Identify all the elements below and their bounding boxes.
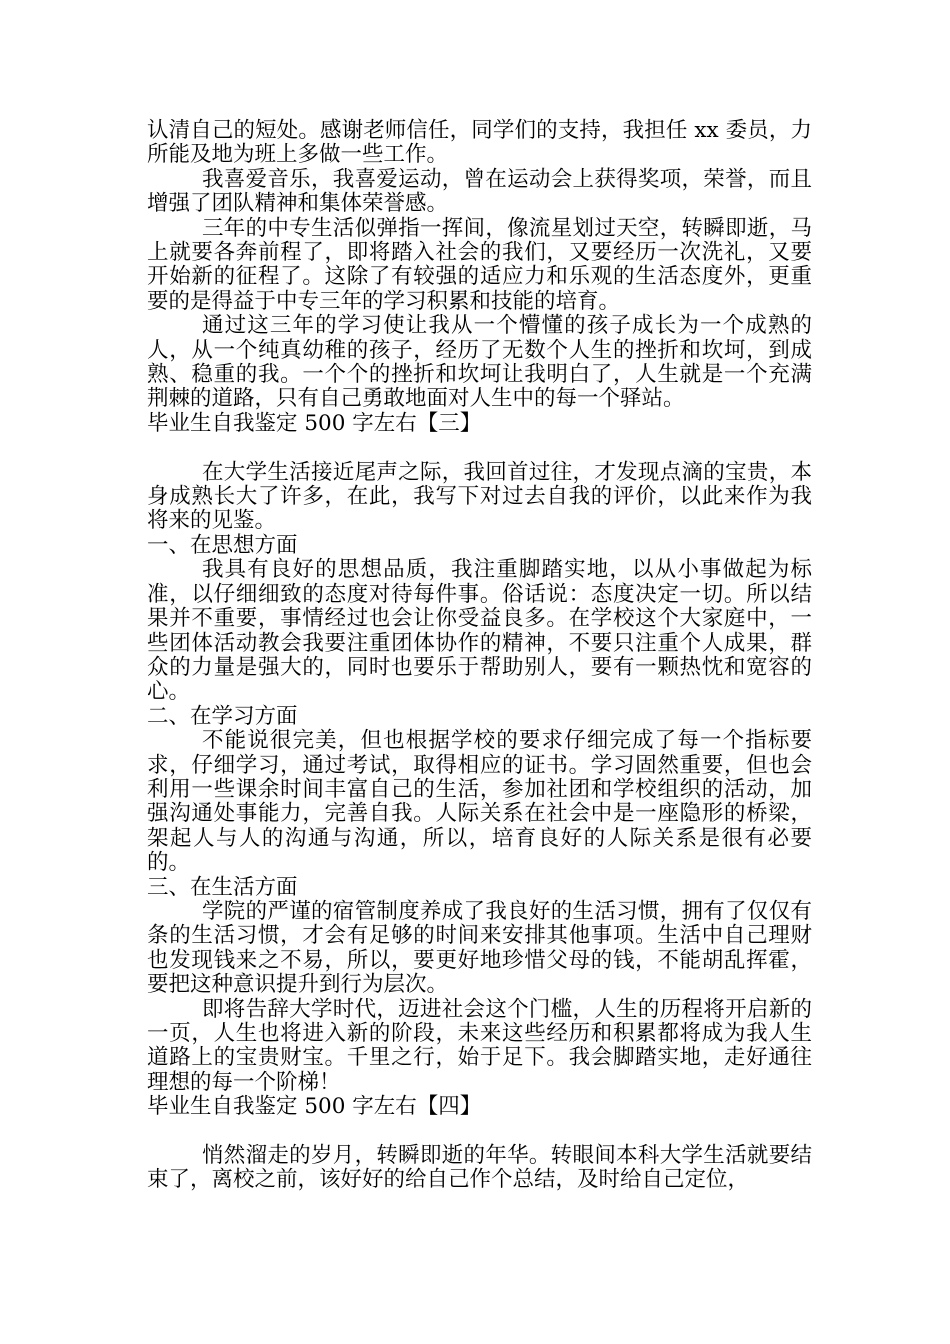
body-paragraph: 通过这三年的学习使让我从一个懵懂的孩子成长为一个成熟的人，从一个纯真幼稚的孩子，经历了无数个人生的挫折和坎坷，到成熟、稳重的我。一个个的挫折和坎坷让我明白了，人生就是一个充满荆棘的道路，只有自己勇敢地面对人生中的每一个驿站。 bbox=[147, 313, 812, 412]
section-heading: 毕业生自我鉴定 500 字左右【三】 bbox=[147, 410, 482, 436]
body-paragraph: 认清自己的短处。感谢老师信任，同学们的支持，我担任 xx 委员，力所能及地为班上多做一些工作。 bbox=[147, 118, 812, 168]
body-paragraph: 悄然溜走的岁月，转瞬即逝的年华。转眼间本科大学生活就要结束了，离校之前，该好好的给自己作个总结，及时给自己定位， bbox=[147, 1143, 812, 1193]
body-paragraph: 我喜爱音乐，我喜爱运动，曾在运动会上获得奖项，荣誉，而且增强了团队精神和集体荣誉感。 bbox=[147, 166, 812, 217]
body-paragraph: 我具有良好的思想品质，我注重脚踏实地，以从小事做起为标准，以仔细细致的态度对待每件事。俗话说：态度决定一切。所以结果并不重要，事情经过也会让你受益良多。在学校这个大家庭中，一些团体活动教会我要注重团体协作的精神，不要只注重个人成果，群众的力量是强大的，同时也要乐于帮助别人，要有一颗热忱和宽容的心。 bbox=[147, 557, 812, 705]
body-paragraph: 即将告辞大学时代，迈进社会这个门槛，人生的历程将开启新的一页，人生也将进入新的阶段，未来这些经历和积累都将成为我人生道路上的宝贵财宝。千里之行，始于足下。我会脚踏实地，走好通往理想的每一个阶梯！ bbox=[147, 996, 812, 1095]
section-heading: 一、在思想方面 bbox=[147, 532, 298, 558]
section-heading: 毕业生自我鉴定 500 字左右【四】 bbox=[147, 1094, 482, 1120]
body-paragraph: 三年的中专生活似弹指一挥间，像流星划过天空，转瞬即逝，马上就要各奔前程了，即将踏入社会的我们，又要经历一次洗礼，又要开始新的征程了。这除了有较强的适应力和乐观的生活态度外，更重要的是得益于中专三年的学习积累和技能的培育。 bbox=[147, 215, 812, 314]
document-page bbox=[147, 119, 812, 1193]
blank-line bbox=[147, 436, 812, 460]
section-heading: 三、在生活方面 bbox=[147, 874, 298, 900]
section-heading: 二、在学习方面 bbox=[147, 703, 298, 729]
body-paragraph: 学院的严谨的宿管制度养成了我良好的生活习惯，拥有了仅仅有条的生活习惯，才会有足够的时间来安排其他事项。生活中自己理财也发现钱来之不易，所以，要更好地珍惜父母的钱，不能胡乱挥霍，要把这种意识提升到行为层次。 bbox=[147, 898, 812, 998]
blank-line bbox=[147, 1120, 812, 1144]
body-paragraph: 在大学生活接近尾声之际，我回首过往，才发现点滴的宝贵，本身成熟长大了许多，在此，我写下对过去自我的评价，以此来作为我将来的见鉴。 bbox=[147, 459, 812, 534]
body-paragraph: 不能说很完美，但也根据学校的要求仔细完成了每一个指标要求，仔细学习，通过考试，取得相应的证书。学习固然重要，但也会利用一些课余时间丰富自己的生活，参加社团和学校组织的活动，加强沟通处事能力，完善自我。人际关系在社会中是一座隐形的桥梁，架起人与人的沟通与沟通，所以，培育良好的人际关系是很有必要的。 bbox=[147, 728, 812, 876]
